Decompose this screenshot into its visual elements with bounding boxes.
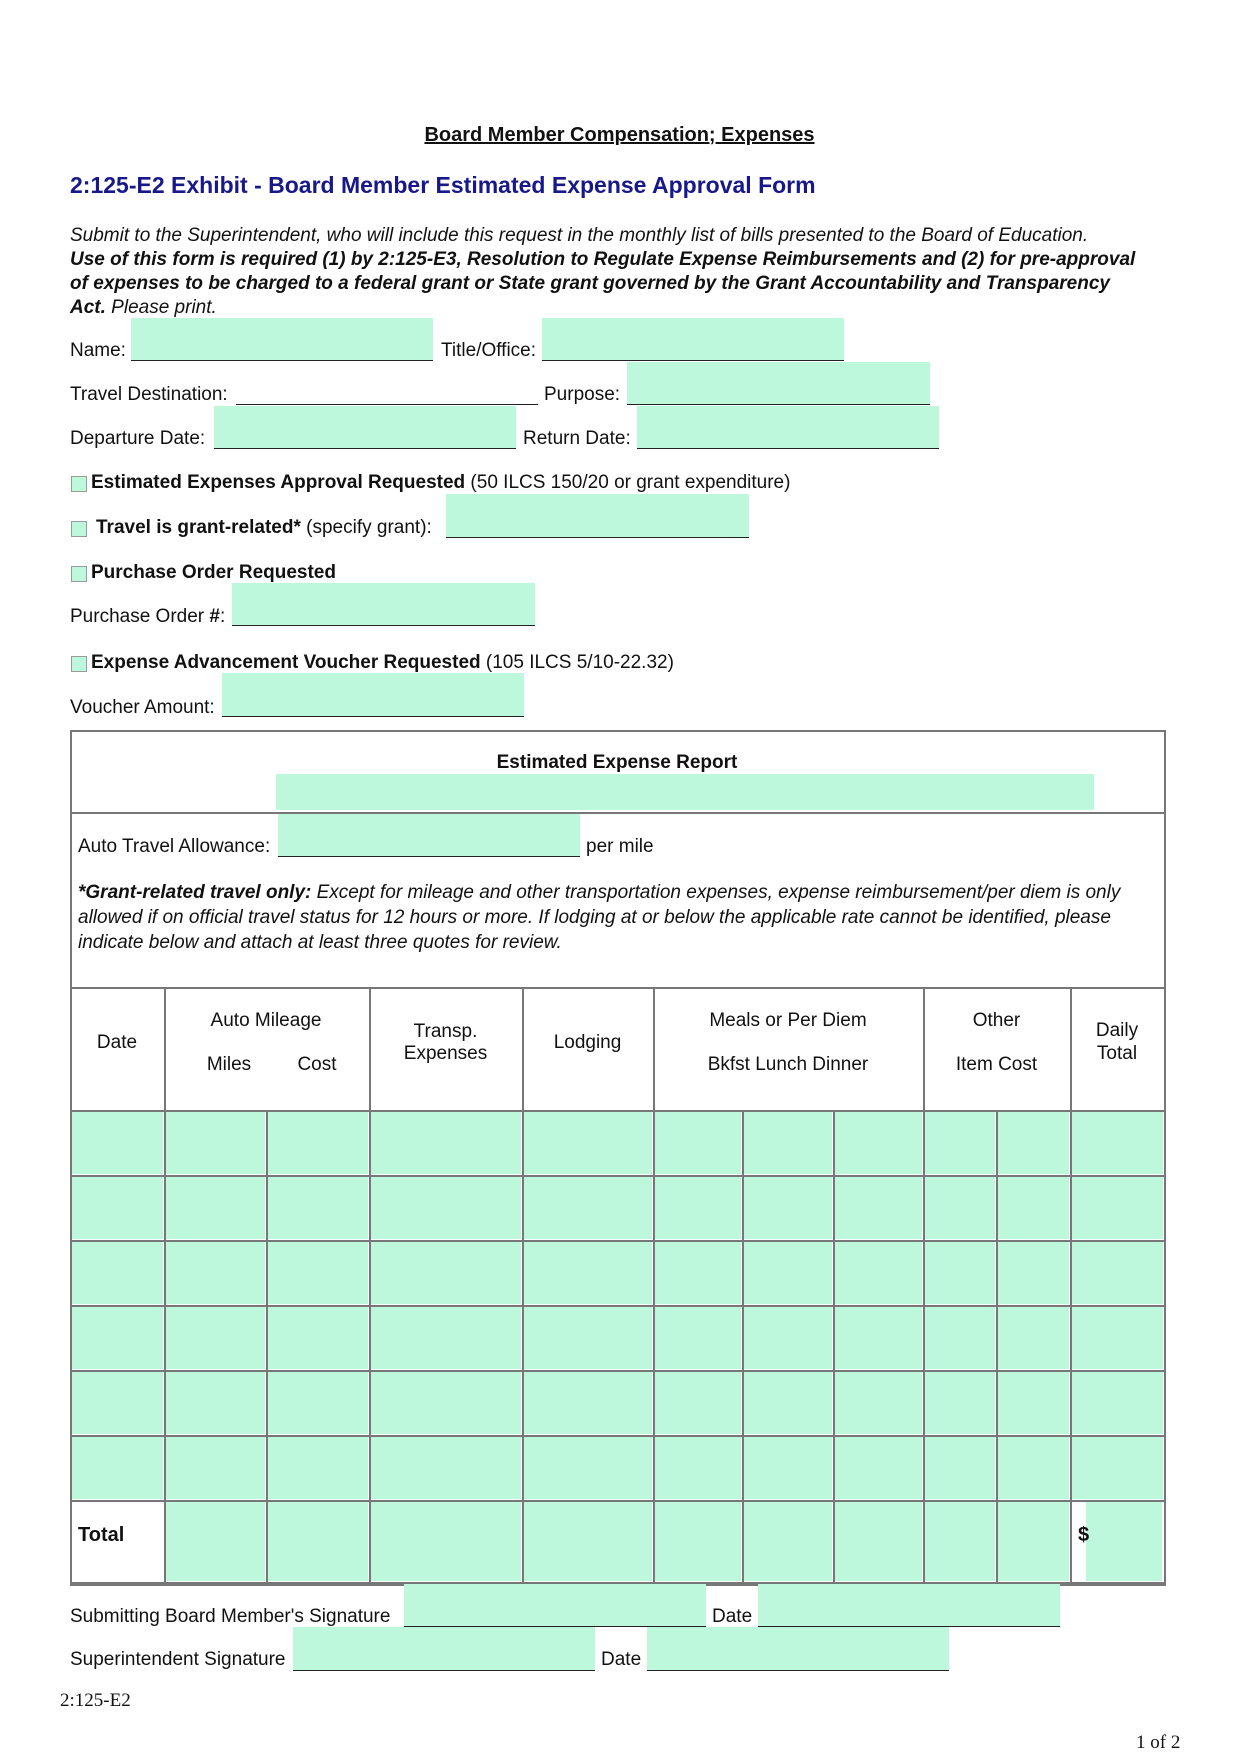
superintendent-date-input[interactable] [647, 1627, 949, 1670]
expense-cell-input[interactable] [1072, 1437, 1163, 1499]
return-date-underline [637, 448, 939, 449]
expense-cell-input[interactable] [655, 1372, 741, 1434]
expense-cell-input[interactable] [268, 1242, 368, 1304]
expense-voucher-label: Expense Advancement Voucher Requested [91, 652, 481, 673]
name-input[interactable] [131, 318, 433, 360]
travel-destination-label: Travel Destination: [70, 384, 228, 405]
title-office-label: Title/Office: [441, 340, 537, 361]
col-other: Other [972, 1010, 1021, 1031]
expense-cell-input[interactable] [655, 1112, 741, 1174]
expense-cell-input[interactable] [998, 1372, 1069, 1434]
col-date: Date [96, 1032, 138, 1053]
report-title-divider [70, 812, 1164, 814]
expense-cell-input[interactable] [524, 1437, 652, 1499]
travel-destination-input[interactable] [236, 380, 538, 404]
per-mile-label: per mile [586, 836, 654, 857]
expense-voucher-note: (105 ILCS 5/10-22.32) [480, 652, 674, 673]
expense-cell-input[interactable] [835, 1242, 922, 1304]
grant-underline [446, 537, 749, 538]
title-office-underline [542, 360, 844, 361]
auto-allowance-input[interactable] [278, 814, 580, 856]
purchase-order-requested-label: Purchase Order Requested [91, 562, 336, 583]
auto-allowance-label: Auto Travel Allowance: [78, 836, 271, 857]
footer-code: 2:125-E2 [60, 1690, 131, 1711]
expense-voucher-row [91, 652, 674, 674]
expense-report-title: Estimated Expense Report [496, 752, 738, 773]
expense-cell-input[interactable] [166, 1437, 265, 1499]
estimated-expenses-checkbox[interactable] [71, 476, 87, 492]
expense-cell-input[interactable] [72, 1112, 163, 1174]
table-col-divider [653, 1110, 655, 1582]
expense-cell-input[interactable] [72, 1242, 163, 1304]
expense-cell-input[interactable] [1072, 1372, 1163, 1434]
purpose-underline [627, 404, 930, 405]
total-cell-input[interactable] [1086, 1502, 1162, 1581]
grant-related-checkbox[interactable] [71, 521, 87, 537]
board-member-signature-label: Submitting Board Member's Signature [70, 1606, 391, 1627]
name-label: Name: [70, 340, 126, 361]
expense-cell-input[interactable] [166, 1307, 265, 1369]
estimated-expenses-row [91, 472, 790, 494]
expense-cell-input[interactable] [998, 1177, 1069, 1239]
expense-cell-input[interactable] [524, 1112, 652, 1174]
col-cost: Cost [297, 1054, 337, 1075]
purpose-input[interactable] [627, 362, 930, 404]
board-member-signature-input[interactable] [404, 1584, 706, 1626]
estimated-expenses-note: (50 ILCS 150/20 or grant expenditure) [465, 472, 791, 493]
expense-cell-input[interactable] [1072, 1242, 1163, 1304]
expense-cell-input[interactable] [998, 1437, 1069, 1499]
total-cell-input[interactable] [524, 1502, 652, 1581]
expense-cell-input[interactable] [166, 1242, 265, 1304]
expense-cell-input[interactable] [268, 1372, 368, 1434]
superintendent-signature-underline [293, 1670, 595, 1671]
total-cell-input[interactable] [655, 1502, 741, 1581]
expense-cell-input[interactable] [524, 1177, 652, 1239]
total-row-label: Total [78, 1524, 125, 1546]
travel-destination-underline [236, 404, 538, 405]
expense-cell-input[interactable] [166, 1112, 265, 1174]
purchase-order-input[interactable] [232, 583, 535, 625]
total-cell-input[interactable] [166, 1502, 265, 1581]
col-meals-sub: Bkfst Lunch Dinner [707, 1054, 869, 1075]
col-expenses: Expenses [403, 1043, 488, 1064]
superintendent-date-underline [647, 1670, 949, 1671]
expense-cell-input[interactable] [1072, 1112, 1163, 1174]
table-col-divider [833, 1110, 835, 1582]
grant-travel-note [78, 880, 1154, 955]
departure-date-underline [214, 448, 516, 449]
header-col-divider [1070, 987, 1072, 1110]
expense-cell-input[interactable] [371, 1112, 521, 1174]
expense-cell-input[interactable] [371, 1437, 521, 1499]
header-col-divider [653, 987, 655, 1110]
return-date-input[interactable] [637, 406, 939, 448]
expense-cell-input[interactable] [655, 1307, 741, 1369]
table-col-divider [996, 1110, 998, 1582]
col-daily: Daily [1095, 1020, 1139, 1041]
table-col-divider [923, 1110, 925, 1582]
total-cell-input[interactable] [744, 1502, 832, 1581]
expense-cell-input[interactable] [925, 1177, 995, 1239]
total-cell-input[interactable] [268, 1502, 368, 1581]
superintendent-signature-input[interactable] [293, 1627, 595, 1670]
superintendent-date-label: Date [601, 1649, 642, 1670]
form-title: 2:125-E2 Exhibit - Board Member Estimated Expense Approval Form [70, 172, 816, 198]
expense-cell-input[interactable] [524, 1242, 652, 1304]
expense-cell-input[interactable] [1072, 1307, 1163, 1369]
purchase-order-colon: : [219, 606, 226, 627]
expense-voucher-checkbox[interactable] [71, 656, 87, 672]
table-col-divider [369, 1110, 371, 1582]
expense-cell-input[interactable] [925, 1437, 995, 1499]
grant-note-text: Except for mileage and other transportation expenses, expense reimbursement/per diem is only allowed if on official travel status for 12 hours or more. If lodging at or below the applicable rate cannot be identified, please indicate below and attach at least three quotes for review. [78, 882, 1121, 953]
col-auto-mileage: Auto Mileage [210, 1010, 322, 1031]
expense-cell-input[interactable] [268, 1112, 368, 1174]
expense-cell-input[interactable] [835, 1372, 922, 1434]
table-col-divider [266, 1110, 268, 1582]
expense-cell-input[interactable] [925, 1242, 995, 1304]
auto-allowance-underline [278, 856, 580, 857]
expense-cell-input[interactable] [835, 1307, 922, 1369]
expense-cell-input[interactable] [268, 1307, 368, 1369]
expense-cell-input[interactable] [72, 1372, 163, 1434]
name-underline [131, 360, 433, 361]
voucher-amount-input[interactable] [222, 673, 524, 716]
grant-related-note: (specify grant): [300, 517, 432, 538]
expense-cell-input[interactable] [166, 1372, 265, 1434]
expense-cell-input[interactable] [744, 1112, 832, 1174]
expense-cell-input[interactable] [835, 1437, 922, 1499]
header-col-divider [369, 987, 371, 1110]
intro-line1: Submit to the Superintendent, who will include this request in the monthly list of bills presented to the Board of Education. [70, 225, 1089, 246]
col-transp: Transp. [413, 1021, 478, 1042]
total-cell-input[interactable] [835, 1502, 922, 1581]
col-lodging: Lodging [553, 1032, 622, 1053]
departure-date-label: Departure Date: [70, 428, 206, 449]
table-col-divider [522, 1110, 524, 1582]
purchase-order-checkbox[interactable] [71, 566, 87, 582]
expense-cell-input[interactable] [268, 1437, 368, 1499]
expense-cell-input[interactable] [744, 1177, 832, 1239]
table-col-divider [1070, 1110, 1072, 1582]
col-other-sub: Item Cost [955, 1054, 1038, 1075]
col-daily-total: Total [1096, 1043, 1138, 1064]
expense-cell-input[interactable] [998, 1112, 1069, 1174]
table-col-divider [164, 1110, 166, 1582]
expense-cell-input[interactable] [655, 1437, 741, 1499]
grant-related-label: Travel is grant-related* [96, 517, 301, 538]
document-heading: Board Member Compensation; Expenses [424, 124, 815, 146]
col-miles: Miles [206, 1054, 252, 1075]
board-member-date-input[interactable] [758, 1584, 1060, 1626]
expense-cell-input[interactable] [925, 1307, 995, 1369]
board-member-date-label: Date [712, 1606, 753, 1627]
estimated-expenses-label: Estimated Expenses Approval Requested [91, 472, 466, 493]
expense-cell-input[interactable] [524, 1372, 652, 1434]
intro-bold: Use of this form is required (1) by 2:125-E3, Resolution to Regulate Expense Reimbursements and (2) for pre-approval of expenses to be charged to a federal grant or State grant governed by the Grant Accountability and Transparency Act. [70, 249, 1136, 318]
expense-cell-input[interactable] [371, 1242, 521, 1304]
total-cell-input[interactable] [925, 1502, 995, 1581]
expense-cell-input[interactable] [268, 1177, 368, 1239]
table-col-divider [742, 1110, 744, 1582]
expense-cell-input[interactable] [998, 1307, 1069, 1369]
expense-cell-input[interactable] [371, 1372, 521, 1434]
total-dollar-sign: $ [1078, 1524, 1090, 1546]
expense-cell-input[interactable] [72, 1437, 163, 1499]
expense-cell-input[interactable] [72, 1307, 163, 1369]
departure-date-input[interactable] [214, 406, 516, 448]
purchase-order-hash: # [209, 606, 220, 627]
voucher-amount-label: Voucher Amount: [70, 697, 215, 718]
expense-cell-input[interactable] [925, 1112, 995, 1174]
title-office-input[interactable] [542, 318, 844, 360]
table-header-top [70, 987, 1164, 989]
total-cell-input[interactable] [998, 1502, 1069, 1581]
purchase-order-label: Purchase Order [70, 606, 205, 627]
purchase-order-underline [232, 625, 535, 626]
return-date-label: Return Date: [523, 428, 631, 449]
expense-cell-input[interactable] [524, 1307, 652, 1369]
report-title-input[interactable] [276, 774, 1094, 810]
expense-cell-input[interactable] [371, 1177, 521, 1239]
header-col-divider [522, 987, 524, 1110]
expense-cell-input[interactable] [998, 1242, 1069, 1304]
grant-note-bold: *Grant-related travel only: [78, 882, 312, 903]
expense-cell-input[interactable] [655, 1177, 741, 1239]
col-meals: Meals or Per Diem [709, 1010, 867, 1031]
expense-cell-input[interactable] [744, 1372, 832, 1434]
expense-cell-input[interactable] [744, 1437, 832, 1499]
expense-cell-input[interactable] [744, 1242, 832, 1304]
header-col-divider [164, 987, 166, 1110]
expense-cell-input[interactable] [835, 1112, 922, 1174]
expense-cell-input[interactable] [925, 1372, 995, 1434]
expense-cell-input[interactable] [744, 1307, 832, 1369]
voucher-amount-underline [222, 716, 524, 717]
expense-cell-input[interactable] [1072, 1177, 1163, 1239]
intro-tail: Please print. [105, 297, 217, 318]
superintendent-signature-label: Superintendent Signature [70, 1649, 286, 1670]
total-cell-input[interactable] [371, 1502, 521, 1581]
expense-cell-input[interactable] [371, 1307, 521, 1369]
purchase-order-row [70, 606, 225, 628]
page-number: 1 of 2 [1136, 1732, 1181, 1753]
intro-text [70, 224, 1150, 320]
purpose-label: Purpose: [544, 384, 621, 405]
grant-input[interactable] [446, 494, 749, 537]
expense-cell-input[interactable] [166, 1177, 265, 1239]
expense-cell-input[interactable] [72, 1177, 163, 1239]
expense-cell-input[interactable] [835, 1177, 922, 1239]
header-col-divider [923, 987, 925, 1110]
expense-cell-input[interactable] [655, 1242, 741, 1304]
grant-related-row [96, 517, 432, 539]
